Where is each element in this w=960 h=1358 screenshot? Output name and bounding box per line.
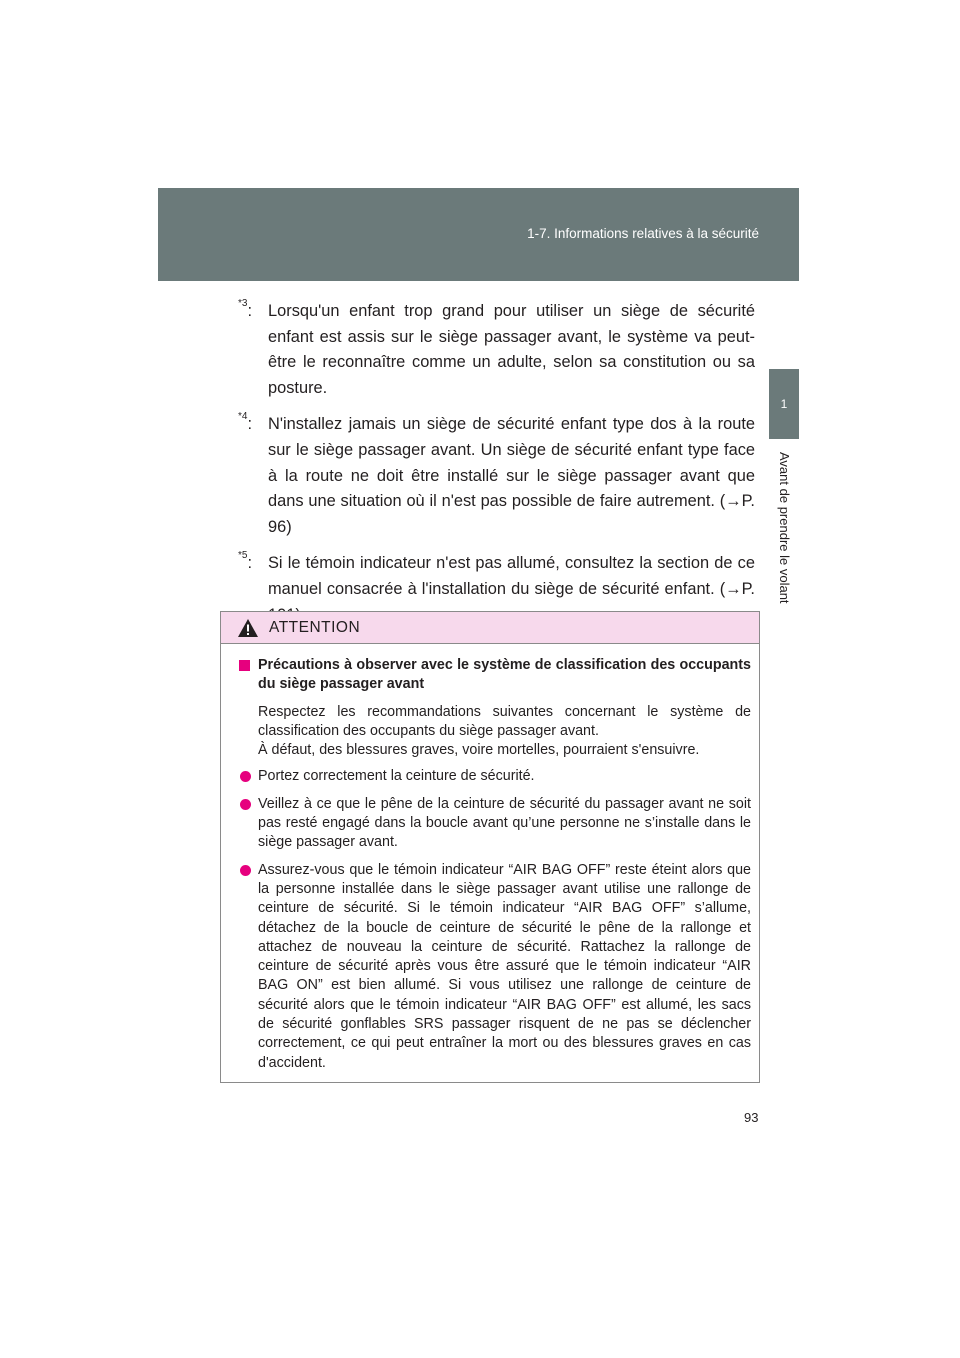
footnote-mark: $^{*5}$:: [238, 550, 253, 573]
footnote: [238, 412, 755, 540]
chapter-tab-number: 1: [769, 369, 799, 439]
round-bullet-icon: [240, 799, 251, 810]
footnote: [238, 299, 755, 401]
round-bullet-icon: [240, 771, 251, 782]
footnote-mark: $^{*4}$:: [238, 411, 253, 434]
footnote-text: Si le témoin indicateur n'est pas allumé, consultez la section de ce manuel consacrée à l'installation du siège de sécurité enfant. (→P.: [268, 554, 755, 598]
footnote-text: N'installez jamais un siège de sécurité enfant type dos à la route sur le siège passager avant. Un siège de sécurité enfant type face à la route ne doit être installé sur le siège passager avant que dans une situation où il n'est pas possible de faire autrement. (→P. 96): [268, 415, 755, 536]
section-title: 1-7. Informations relatives à la sécurité: [527, 226, 759, 241]
warning-header: [221, 612, 759, 644]
warning-heading: Précautions à observer avec le système de classification des occupants du siège passager avant: [239, 656, 751, 695]
warning-bullet: Veillez à ce que le pêne de la ceinture de sécurité du passager avant ne soit pas resté engagé dans la boucle avant qu’une personne ne s’installe dans le siège passager avant.: [239, 795, 751, 853]
footnote-text: Lorsqu'un enfant trop grand pour utiliser un siège de sécurité enfant est assis sur le siège passager avant, le système va peut-être le reconnaître comme un adulte, selon sa constitution ou sa posture.: [268, 302, 755, 397]
page-number: 93: [744, 1110, 759, 1125]
footnote-mark: $^{*3}$:: [238, 298, 253, 320]
footnotes: [238, 299, 755, 639]
warning-bullet: Assurez-vous que le témoin indicateur “AIR BAG OFF” reste éteint alors que la personne installée dans le siège passager avant utilise une rallonge de ceinture de sécurité. Si le témoin indicateur “AIR BAG OFF” s’allume, détachez de la boucle de ceinture de sécurité le pêne de la rallonge et attachez de nouveau la ceinture de sécurité. Rattachez la rallonge de ceinture de sécurité après vous être assuré que le témoin indicateur “AIR BAG ON” est bien allumé. Si vous utilisez une rallonge de ceinture de sécurité alors que le témoin indicateur “AIR BAG OFF” est allumé, les sacs de sécurité gonflables SRS passager risquent de ne pas se déclencher correctement, ce qui peut entraîner la mort ou des blessures graves en cas d'accident.: [239, 861, 751, 1073]
warning-body: [221, 644, 759, 1073]
warning-title: ATTENTION: [269, 618, 361, 636]
warning-triangle-icon: [237, 618, 259, 638]
square-bullet-icon: [239, 660, 250, 671]
chapter-tab-label: Avant de prendre le volant: [777, 452, 792, 604]
warning-bullet: Portez correctement la ceinture de sécurité.: [239, 767, 751, 786]
round-bullet-icon: [240, 865, 251, 876]
section-header-band: [158, 188, 799, 281]
warning-intro: Respectez les recommandations suivantes concernant le système de classification des occupants du siège passager avant. À défaut, des blessures graves, voire mortelles, pourraient s'ensuivre.: [258, 703, 751, 759]
warning-box: [220, 611, 760, 1083]
